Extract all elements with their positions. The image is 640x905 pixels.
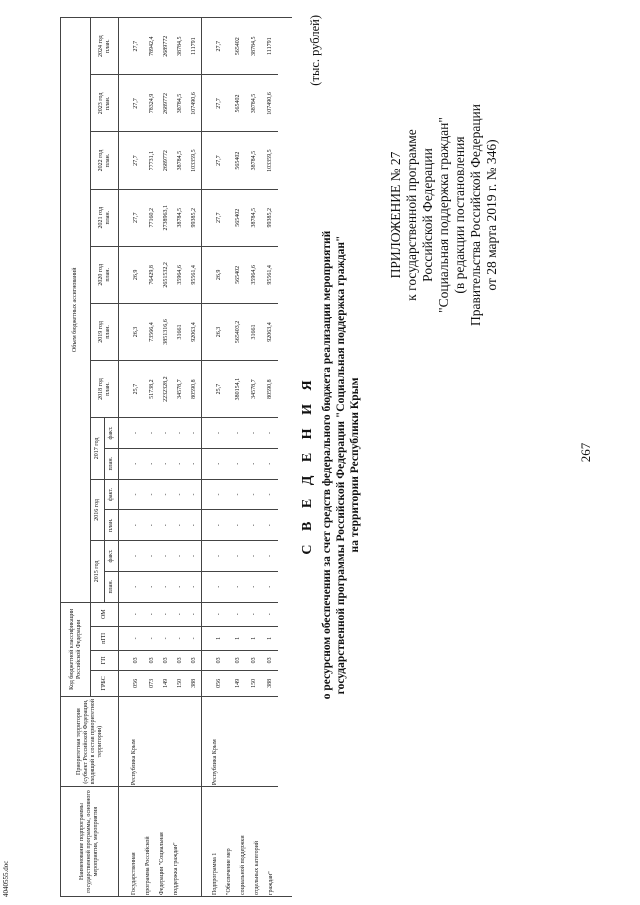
om-cell: -	[145, 602, 159, 626]
value-cell: 38784,5	[173, 189, 187, 246]
early-year-cell: -	[173, 571, 187, 602]
header-year-2016: 2016 год	[91, 479, 105, 541]
value-cell: 26,3	[119, 303, 146, 360]
value-cell: 2651532,2	[159, 246, 173, 303]
value-cell: 77160,2	[145, 189, 159, 246]
header-grbs: ГРБС	[91, 670, 119, 696]
appendix-block	[388, 15, 500, 415]
value-cell: 25,7	[202, 361, 230, 418]
value-cell: 27,7	[119, 189, 146, 246]
early-year-cell: -	[262, 448, 278, 479]
value-cell: 565402	[230, 75, 246, 132]
gp-cell: 03	[187, 650, 202, 670]
early-year-cell: -	[230, 541, 246, 572]
value-cell: 111791	[187, 18, 202, 75]
early-year-cell: -	[145, 479, 159, 510]
table-row	[119, 18, 146, 897]
header-later-year: 2019 год план.	[91, 303, 119, 360]
value-cell: 31661	[246, 303, 262, 360]
value-cell: 107490,6	[187, 75, 202, 132]
value-cell: 2232328,2	[159, 361, 173, 418]
header-later-year: 2021 год план.	[91, 189, 119, 246]
value-cell: 565402	[230, 18, 246, 75]
header-pgp: пГП	[91, 626, 119, 650]
value-cell: 35964,6	[246, 246, 262, 303]
gp-cell: 03	[202, 650, 230, 670]
early-year-cell: -	[246, 510, 262, 541]
early-year-cell: -	[262, 479, 278, 510]
value-cell: 26,3	[202, 303, 230, 360]
value-cell: 92063,4	[187, 303, 202, 360]
value-cell: 27,7	[202, 75, 230, 132]
pgp-cell: -	[187, 626, 202, 650]
grbs-cell: 150	[246, 670, 262, 696]
early-year-cell: -	[262, 541, 278, 572]
early-year-cell: -	[246, 448, 262, 479]
header-plan: план.	[105, 448, 119, 479]
early-year-cell: -	[119, 418, 146, 449]
early-year-cell: -	[230, 418, 246, 449]
early-year-cell: -	[202, 479, 230, 510]
value-cell: 2738963,1	[159, 189, 173, 246]
value-cell: 25,7	[119, 361, 146, 418]
early-year-cell: -	[119, 541, 146, 572]
row-name-line: поддержка граждан"	[173, 842, 179, 895]
value-cell: 38784,5	[246, 18, 262, 75]
grbs-cell: 388	[187, 670, 202, 696]
early-year-cell: -	[119, 510, 146, 541]
om-cell: -	[159, 602, 173, 626]
value-cell: 103359,5	[187, 132, 202, 189]
header-name: Наименование подпрограммы государственной программы, основного мероприятия, мероприятия	[61, 787, 119, 897]
gp-cell: 03	[159, 650, 173, 670]
gp-cell: 03	[230, 650, 246, 670]
value-cell: 380154,1	[230, 361, 246, 418]
header-fact: факт.	[105, 541, 119, 572]
value-cell: 2689772	[159, 75, 173, 132]
header-territory: Приоритетная территория (субъект Российской Федерации, входящий в состав приоритетной территории)	[61, 697, 119, 787]
early-year-cell: -	[173, 418, 187, 449]
early-year-cell: -	[145, 571, 159, 602]
value-cell: 95561,4	[262, 246, 278, 303]
value-cell: 38784,5	[246, 189, 262, 246]
early-year-cell: -	[202, 571, 230, 602]
value-cell: 26,9	[202, 246, 230, 303]
early-year-cell: -	[145, 448, 159, 479]
gp-cell: 03	[119, 650, 146, 670]
row-name-line: программа Российской	[145, 836, 151, 895]
document-title: С В Е Д Е Н И Я	[300, 375, 315, 555]
header-fact: факт.	[105, 418, 119, 449]
value-cell: 73566,4	[145, 303, 159, 360]
om-cell: -	[230, 602, 246, 626]
early-year-cell: -	[173, 541, 187, 572]
row-name-line: социальной поддержки	[240, 835, 246, 895]
value-cell: 27,7	[119, 75, 146, 132]
value-cell: 565402	[230, 246, 246, 303]
header-plan: план.	[105, 510, 119, 541]
grbs-cell: 056	[119, 670, 146, 696]
early-year-cell: -	[202, 418, 230, 449]
om-cell: -	[173, 602, 187, 626]
header-later-year: 2024 год план.	[91, 18, 119, 75]
value-cell: 27,7	[202, 132, 230, 189]
early-year-cell: -	[202, 510, 230, 541]
heading-line: о ресурсном обеспечении за счет средств федерального бюджета реализации мероприятий	[321, 230, 333, 700]
om-cell: -	[262, 602, 278, 626]
pgp-cell: 1	[230, 626, 246, 650]
early-year-cell: -	[187, 448, 202, 479]
row-name-cell	[119, 787, 202, 897]
early-year-cell: -	[145, 541, 159, 572]
row-name-cell	[202, 787, 279, 897]
early-year-cell: -	[159, 418, 173, 449]
value-cell: 3851316,6	[159, 303, 173, 360]
table-row	[202, 18, 230, 897]
early-year-cell: -	[262, 510, 278, 541]
header-year-2017: 2017 год	[91, 418, 105, 480]
om-cell: -	[202, 602, 230, 626]
early-year-cell: -	[159, 541, 173, 572]
pgp-cell: -	[145, 626, 159, 650]
appendix-line: от 28 марта 2019 г. № 346)	[484, 139, 499, 291]
page-number: 267	[578, 442, 593, 463]
value-cell: 2689772	[159, 18, 173, 75]
om-cell: -	[246, 602, 262, 626]
row-name-line: Федерации "Социальная	[159, 832, 165, 895]
value-cell: 27,7	[202, 18, 230, 75]
value-cell: 99385,2	[187, 189, 202, 246]
early-year-cell: -	[246, 571, 262, 602]
pgp-cell: -	[173, 626, 187, 650]
early-year-cell: -	[246, 418, 262, 449]
header-later-year: 2020 год план.	[91, 246, 119, 303]
appendix-line: "Социальная поддержка граждан"	[436, 117, 451, 313]
appendix-line: (в редакции постановления	[452, 136, 467, 294]
early-year-cell: -	[159, 448, 173, 479]
value-cell: 38784,5	[246, 75, 262, 132]
value-cell: 76429,8	[145, 246, 159, 303]
early-year-cell: -	[262, 571, 278, 602]
appendix-line: Российской Федерации	[420, 148, 435, 282]
header-code: Код бюджетной классификации Российской Федерации	[61, 602, 91, 696]
value-cell: 35964,6	[173, 246, 187, 303]
early-year-cell: -	[173, 448, 187, 479]
value-cell: 99385,2	[262, 189, 278, 246]
value-cell: 51738,2	[145, 361, 159, 418]
value-cell: 31661	[173, 303, 187, 360]
om-cell: -	[119, 602, 146, 626]
early-year-cell: -	[262, 418, 278, 449]
early-year-cell: -	[119, 479, 146, 510]
grbs-cell: 056	[202, 670, 230, 696]
value-cell: 103359,5	[262, 132, 278, 189]
early-year-cell: -	[187, 571, 202, 602]
gp-cell: 03	[262, 650, 278, 670]
territory-cell: Республика Крым	[202, 697, 279, 787]
early-year-cell: -	[202, 541, 230, 572]
early-year-cell: -	[159, 479, 173, 510]
early-year-cell: -	[230, 479, 246, 510]
grbs-cell: 388	[262, 670, 278, 696]
early-year-cell: -	[187, 510, 202, 541]
value-cell: 34578,7	[246, 361, 262, 418]
early-year-cell: -	[159, 571, 173, 602]
early-year-cell: -	[230, 448, 246, 479]
grbs-cell: 149	[159, 670, 173, 696]
value-cell: 111791	[262, 18, 278, 75]
row-name-line: Подпрограмма 1	[212, 852, 218, 895]
early-year-cell: -	[187, 541, 202, 572]
pgp-cell: 1	[246, 626, 262, 650]
pgp-cell: 1	[202, 626, 230, 650]
grbs-cell: 149	[230, 670, 246, 696]
value-cell: 77731,1	[145, 132, 159, 189]
early-year-cell: -	[246, 541, 262, 572]
early-year-cell: -	[230, 510, 246, 541]
table-spacer-row	[278, 18, 292, 897]
spacer-cell	[278, 18, 292, 897]
value-cell: 27,7	[119, 18, 146, 75]
value-cell: 38784,5	[173, 132, 187, 189]
value-cell: 80590,8	[187, 361, 202, 418]
header-om: ОМ	[91, 602, 119, 626]
om-cell: -	[187, 602, 202, 626]
budget-table-body	[119, 18, 293, 897]
early-year-cell: -	[159, 510, 173, 541]
territory-cell: Республика Крым	[119, 697, 202, 787]
heading-line: на территории Республики Крым	[349, 377, 361, 553]
header-gp: ГП	[91, 650, 119, 670]
heading-line: государственной программы Российской Федерации "Социальная поддержка граждан"	[335, 235, 347, 695]
header-later-year: 2022 год план.	[91, 132, 119, 189]
pgp-cell: -	[159, 626, 173, 650]
early-year-cell: -	[202, 448, 230, 479]
pgp-cell: -	[119, 626, 146, 650]
appendix-line: ПРИЛОЖЕНИЕ № 27	[388, 151, 403, 279]
early-year-cell: -	[246, 479, 262, 510]
value-cell: 80590,8	[262, 361, 278, 418]
early-year-cell: -	[230, 571, 246, 602]
early-year-cell: -	[173, 510, 187, 541]
header-later-year: 2023 год план.	[91, 75, 119, 132]
gp-cell: 03	[145, 650, 159, 670]
value-cell: 27,7	[202, 189, 230, 246]
units-label: (тыс. рублей)	[308, 15, 322, 86]
header-fact: факт.	[105, 479, 119, 510]
header-later-year: 2018 год план.	[91, 361, 119, 418]
row-name-line: граждан"	[268, 871, 274, 895]
document-heading	[300, 185, 362, 745]
value-cell: 565402	[230, 132, 246, 189]
early-year-cell: -	[119, 448, 146, 479]
grbs-cell: 073	[145, 670, 159, 696]
value-cell: 92063,4	[262, 303, 278, 360]
value-cell: 38784,5	[246, 132, 262, 189]
early-year-cell: -	[119, 571, 146, 602]
row-name-line: "Обеспечение мер	[226, 848, 232, 895]
header-plan: план.	[105, 571, 119, 602]
value-cell: 2689772	[159, 132, 173, 189]
header-year-2015: 2015 год	[91, 541, 105, 603]
budget-table	[60, 17, 292, 897]
row-name-line: отдельных категорий	[254, 840, 260, 895]
early-year-cell: -	[187, 479, 202, 510]
gp-cell: 03	[173, 650, 187, 670]
header-volume: Объем бюджетных ассигнований	[61, 18, 91, 603]
value-cell: 34578,7	[173, 361, 187, 418]
appendix-line: к государственной программе	[404, 129, 419, 301]
row-name-line: Государственная	[131, 852, 137, 895]
value-cell: 565403,2	[230, 303, 246, 360]
value-cell: 565402	[230, 189, 246, 246]
appendix-line: Правительства Российской Федерации	[468, 104, 483, 326]
value-cell: 26,9	[119, 246, 146, 303]
pgp-cell: 1	[262, 626, 278, 650]
early-year-cell: -	[145, 510, 159, 541]
value-cell: 78324,9	[145, 75, 159, 132]
gp-cell: 03	[246, 650, 262, 670]
early-year-cell: -	[187, 418, 202, 449]
grbs-cell: 150	[173, 670, 187, 696]
value-cell: 38784,5	[173, 75, 187, 132]
early-year-cell: -	[145, 418, 159, 449]
early-year-cell: -	[173, 479, 187, 510]
value-cell: 38784,5	[173, 18, 187, 75]
value-cell: 95561,4	[187, 246, 202, 303]
file-name-footer: 4040555.doc	[2, 860, 10, 897]
value-cell: 78942,4	[145, 18, 159, 75]
value-cell: 107490,6	[262, 75, 278, 132]
value-cell: 27,7	[119, 132, 146, 189]
